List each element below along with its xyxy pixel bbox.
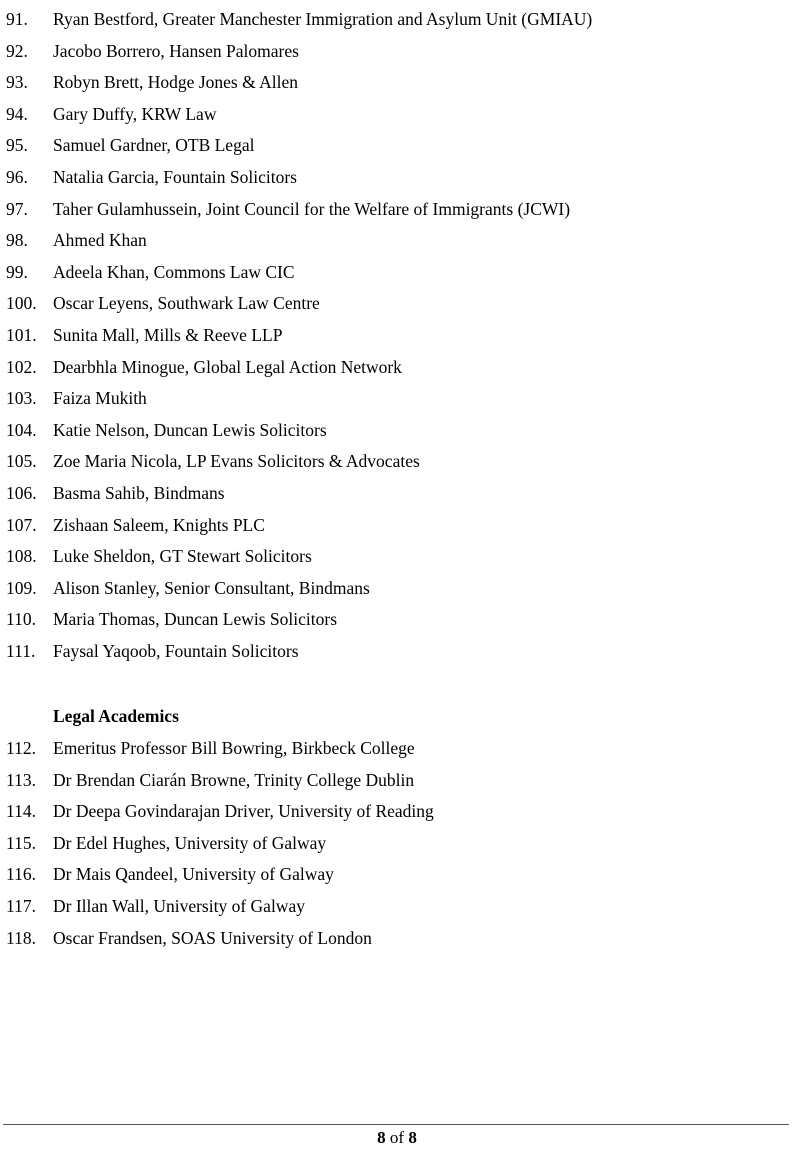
- list-item: [0, 260, 794, 292]
- list-item-number: 101.: [6, 324, 37, 345]
- list-item-number: 91.: [6, 9, 28, 29]
- signatory-list: [0, 7, 794, 957]
- list-item-number: 106.: [6, 482, 37, 503]
- list-item-text: Oscar Leyens, Southwark Law Centre: [53, 293, 320, 314]
- list-item-text: Sunita Mall, Mills & Reeve LLP: [53, 324, 283, 345]
- list-item-text: Faiza Mukith: [53, 388, 147, 409]
- total-pages-number: 8: [408, 1128, 417, 1147]
- list-item: [0, 418, 794, 450]
- list-item: [0, 799, 794, 831]
- list-item-number: 104.: [6, 419, 37, 440]
- list-item-text: Dr Mais Qandeel, University of Galway: [53, 864, 334, 885]
- list-item-text: Jacobo Borrero, Hansen Palomares: [53, 40, 299, 61]
- list-item-number: 97.: [6, 198, 28, 219]
- page-of-label: of: [389, 1128, 405, 1147]
- list-item: [0, 576, 794, 608]
- list-item-text: Maria Thomas, Duncan Lewis Solicitors: [53, 609, 337, 630]
- list-item-text: Basma Sahib, Bindmans: [53, 482, 225, 503]
- list-item-number: 112.: [6, 738, 36, 759]
- list-item-text: Dr Brendan Ciarán Browne, Trinity College Dublin: [53, 769, 415, 790]
- list-item: [0, 323, 794, 355]
- list-item-number: 108.: [6, 546, 37, 567]
- list-item-text: Robyn Brett, Hodge Jones & Allen: [53, 72, 298, 93]
- list-item-number: 109.: [6, 577, 37, 598]
- list-item: [0, 513, 794, 545]
- list-item-number: 102.: [6, 356, 37, 377]
- list-item-number: 96.: [6, 166, 28, 187]
- list-item: [0, 39, 794, 71]
- list-item-text: Taher Gulamhussein, Joint Council for the Welfare of Immigrants (JCWI): [53, 198, 571, 219]
- list-item-number: 98.: [6, 230, 28, 251]
- list-item: [0, 639, 794, 671]
- list-item: [0, 7, 794, 39]
- list-item-text: Natalia Garcia, Fountain Solicitors: [53, 166, 297, 187]
- list-item: [0, 355, 794, 387]
- list-item-text: Dr Edel Hughes, University of Galway: [53, 832, 327, 853]
- list-item-text: Samuel Gardner, OTB Legal: [53, 135, 255, 156]
- list-item: [0, 768, 794, 800]
- list-item-number: 118.: [6, 927, 36, 948]
- footer-divider: [3, 1124, 789, 1125]
- list-item: [0, 894, 794, 926]
- list-item-number: 110.: [6, 609, 36, 630]
- list-item: [0, 70, 794, 102]
- list-item-number: 116.: [6, 864, 36, 885]
- list-item-number: 103.: [6, 388, 37, 409]
- list-item: [0, 607, 794, 639]
- section-spacer: [0, 670, 794, 704]
- list-item-text: Ahmed Khan: [53, 230, 147, 251]
- list-item-number: 117.: [6, 896, 36, 917]
- list-item-text: Dearbhla Minogue, Global Legal Action Network: [53, 356, 402, 377]
- list-item: [0, 165, 794, 197]
- list-item: [0, 831, 794, 863]
- list-item-text: Gary Duffy, KRW Law: [53, 103, 217, 124]
- list-item-text: Katie Nelson, Duncan Lewis Solicitors: [53, 419, 327, 440]
- list-item-text: Oscar Frandsen, SOAS University of London: [53, 927, 372, 948]
- list-item: [0, 544, 794, 576]
- list-item-text: Ryan Bestford, Greater Manchester Immigration and Asylum Unit (GMIAU): [53, 9, 593, 29]
- list-item-number: 100.: [6, 293, 37, 314]
- section-heading: [0, 704, 794, 736]
- list-item: [0, 291, 794, 323]
- list-item: [0, 197, 794, 229]
- list-item-number: 115.: [6, 832, 36, 853]
- list-item-text: Dr Illan Wall, University of Galway: [53, 896, 305, 917]
- list-item-number: 105.: [6, 451, 37, 472]
- list-item: [0, 133, 794, 165]
- list-item-text: Faysal Yaqoob, Fountain Solicitors: [53, 640, 299, 661]
- list-item-number: 113.: [6, 769, 36, 790]
- list-item-text: Dr Deepa Govindarajan Driver, University of Reading: [53, 801, 434, 822]
- list-item-number: 111.: [6, 640, 36, 661]
- list-item: [0, 449, 794, 481]
- list-item-number: 94.: [6, 103, 28, 124]
- list-item-number: 107.: [6, 514, 37, 535]
- list-item: [0, 102, 794, 134]
- list-item-text: Luke Sheldon, GT Stewart Solicitors: [53, 546, 312, 567]
- list-item-number: 95.: [6, 135, 28, 156]
- list-item-number: 93.: [6, 72, 28, 93]
- section-heading-text: Legal Academics: [53, 706, 179, 727]
- list-item-number: 99.: [6, 261, 28, 282]
- list-item: [0, 926, 794, 958]
- list-item: [0, 228, 794, 260]
- list-item: [0, 736, 794, 768]
- list-item: [0, 386, 794, 418]
- page-number-footer: [0, 1127, 794, 1149]
- current-page-number: 8: [377, 1128, 386, 1147]
- list-item-text: Emeritus Professor Bill Bowring, Birkbeck College: [53, 738, 415, 759]
- list-item-text: Alison Stanley, Senior Consultant, Bindmans: [53, 577, 370, 598]
- list-item: [0, 481, 794, 513]
- list-item-text: Zishaan Saleem, Knights PLC: [53, 514, 265, 535]
- list-item-number: 92.: [6, 40, 28, 61]
- list-item-text: Zoe Maria Nicola, LP Evans Solicitors & Advocates: [53, 451, 420, 472]
- list-item: [0, 862, 794, 894]
- list-item-text: Adeela Khan, Commons Law CIC: [53, 261, 295, 282]
- list-item-number: 114.: [6, 801, 36, 822]
